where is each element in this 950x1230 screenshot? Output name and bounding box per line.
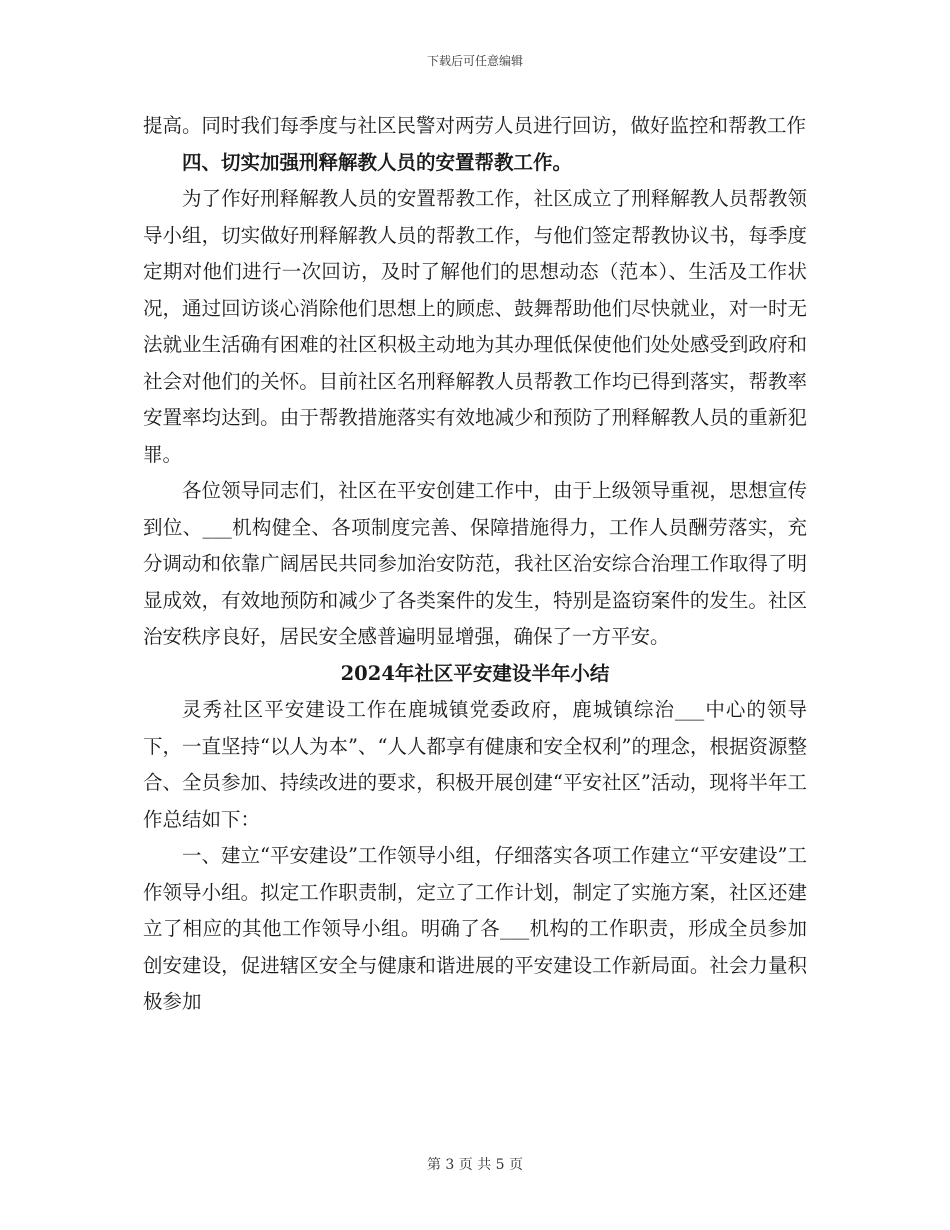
section-heading-4: 四、切实加强刑释解教人员的安置帮教工作。 <box>182 150 573 174</box>
page-number: 第 3 页 共 5 页 <box>426 1157 524 1173</box>
document-body <box>143 108 807 1021</box>
page-header-note: 下载后可任意编辑 <box>426 54 523 68</box>
paragraph-conclusion: 各位领导同志们，社区在平安创建工作中，由于上级领导重视，思想宣传到位、___机构健全、各项制度完善、保障措施得力，工作人员酬劳落实，充分调动和依靠广阔居民共同参加治安防范，我社区治安综合治理工作取得了明显成效，有效地预防和减少了各类案件的发生，特别是盗窃案件的发生。社区治安秩序良好，居民安全感普遍明显增强，确保了一方平安。 <box>143 479 807 648</box>
paragraph-section-1: 一、建立“平安建设”工作领导小组，仔细落实各项工作建立“平安建设”工作领导小组。拟定工作职责制，定立了工作计划，制定了实施方案，社区还建立了相应的其他工作领导小组。明确了各___机构的工作职责，形成全员参加创安建设，促进辖区安全与健康和谐进展的平安建设工作新局面。社会力量积极参加 <box>143 844 807 1013</box>
paragraph-continuation: 提高。同时我们每季度与社区民警对两劳人员进行回访，做好监控和帮教工作 <box>143 114 807 137</box>
document-title: 2024年社区平安建设半年小结 <box>340 661 610 685</box>
paragraph-intro: 灵秀社区平安建设工作在鹿城镇党委政府，鹿城镇综治___中心的领导下，一直坚持“以人为本”、“人人都享有健康和安全权利”的理念，根据资源整合、全员参加、持续改进的要求，积极开展创建“平安社区”活动，现将半年工作总结如下： <box>143 698 807 831</box>
paragraph-resettlement: 为了作好刑释解教人员的安置帮教工作，社区成立了刑释解教人员帮教领导小组，切实做好刑释解教人员的帮教工作，与他们签定帮教协议书，每季度定期对他们进行一次回访，及时了解他们的思想动态（范本）、生活及工作状况，通过回访谈心消除他们思想上的顾虑、鼓舞帮助他们尽快就业，对一时无法就业生活确有困难的社区积极主动地为其办理低保使他们处处感受到政府和社会对他们的关怀。目前社区名刑释解教人员帮教工作均已得到落实，帮教率安置率均达到。由于帮教措施落实有效地减少和预防了刑释解教人员的重新犯罪。 <box>143 187 807 466</box>
